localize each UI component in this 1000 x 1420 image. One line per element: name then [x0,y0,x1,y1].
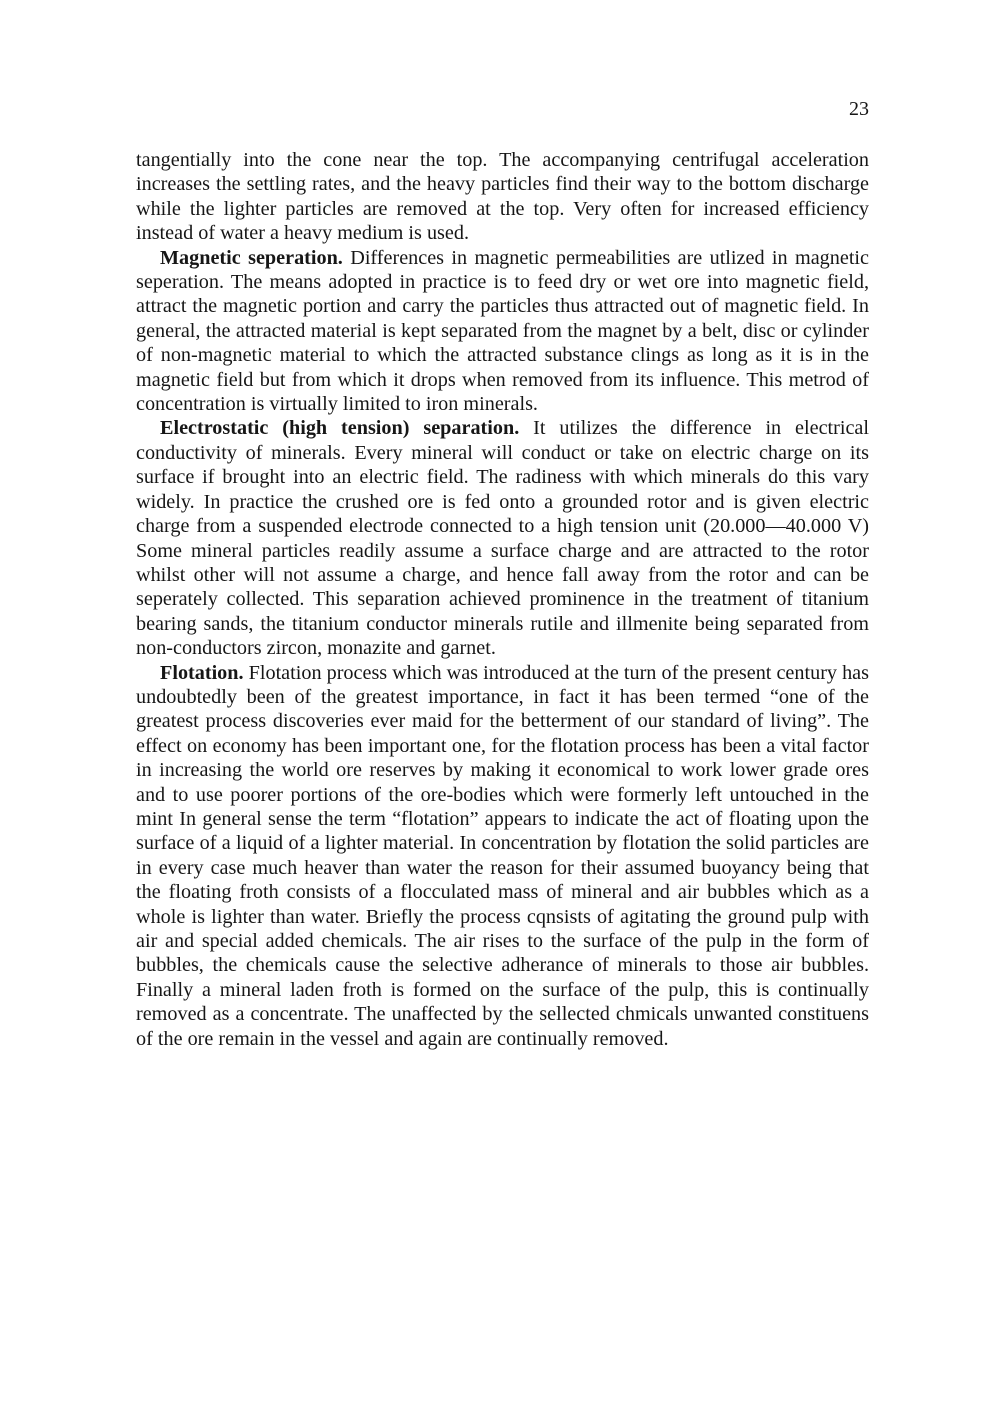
paragraph-magnetic-separation [136,246,869,417]
page-number: 23 [849,98,869,120]
paragraph-heading: Flotation. [160,661,244,684]
paragraph-text: Flotation process which was introduced at the turn of the present century has undoubtedly been of the greatest importance, in fact it has been termed “one of the greatest process discoveries ever maid for the betterment of our standard of living”. The effect on economy has been important one, for the flotation process has been a vital factor in increasing the world ore reserves by making it economical to work lower grade ores and to use poorer portions of the ore-bodies which were formerly left untouched in the mint In general sense the term “flotation” appears to indicate the act of floating upon the surface of a liquid of a lighter material. In concentration by flotation the solid particles are in every case much heaver than water the reason for their assumed buoyancy being that the floating froth consists of a flocculated mass of mineral and air bubbles which as a whole is lighter than water. Briefly the process cqnsists of agitating the ground pulp with air and special added chemicals. The air rises to the surface of the pulp in the form of bubbles, the chemicals cause the selective adherance of minerals to those air bubbles. Finally a mineral laden froth is formed on the surface of the pulp, this is continually removed as a concentrate. The unaffected by the sellected chmicals unwanted constituens of the ore remain in the vessel and again are continually removed. [136,661,869,1050]
paragraph-flotation [136,661,869,1052]
paragraph-continuation [136,148,869,246]
paragraph-heading: Magnetic seperation. [160,246,343,269]
paragraph-text: It utilizes the difference in electrical conductivity of minerals. Every mineral will conduct or take on electric charge on its surface if brought into an electric field. The radiness with which minerals do this vary widely. In practice the crushed ore is fed onto a grounded rotor and is given electric charge from a suspended electrode connected to a high tension unit (20.000—40.000 V) Some mineral particles readily assume a surface charge and are attracted to the rotor whilst other will not assume a charge, and hence fall away from the rotor and can be seperately collected. This separation achieved prominence in the treatment of titanium bearing sands, the titanium conductor minerals rutile and illmenite being separated from non-conductors zircon, monazite and garnet. [136,417,870,660]
body-text [136,148,869,1051]
paragraph-text: tangentially into the cone near the top. The accompanying centrifugal acceleration increases the settling rates, and the heavy particles find their way to the bottom discharge while the lighter particles are removed at the top. Very often for increased efficiency instead of water a heavy medium is used. [136,149,869,245]
paragraph-electrostatic-separation [136,416,869,660]
paragraph-heading: Electrostatic (high tension) separation. [160,417,520,440]
paragraph-text: Differences in magnetic permeabilities are utlized in magnetic seperation. The means adopted in practice is to feed dry or wet ore into magnetic field, attract the magnetic portion and carry the particles thus attracted out of magnetic field. In general, the attracted material is kept separated from the magnet by a belt, disc or cylinder of non-magnetic material to which the attracted substance clings as long as it is in the magnetic field but from which it drops when removed from its influence. This metrod of concentration is virtually limited to iron minerals. [136,246,869,416]
